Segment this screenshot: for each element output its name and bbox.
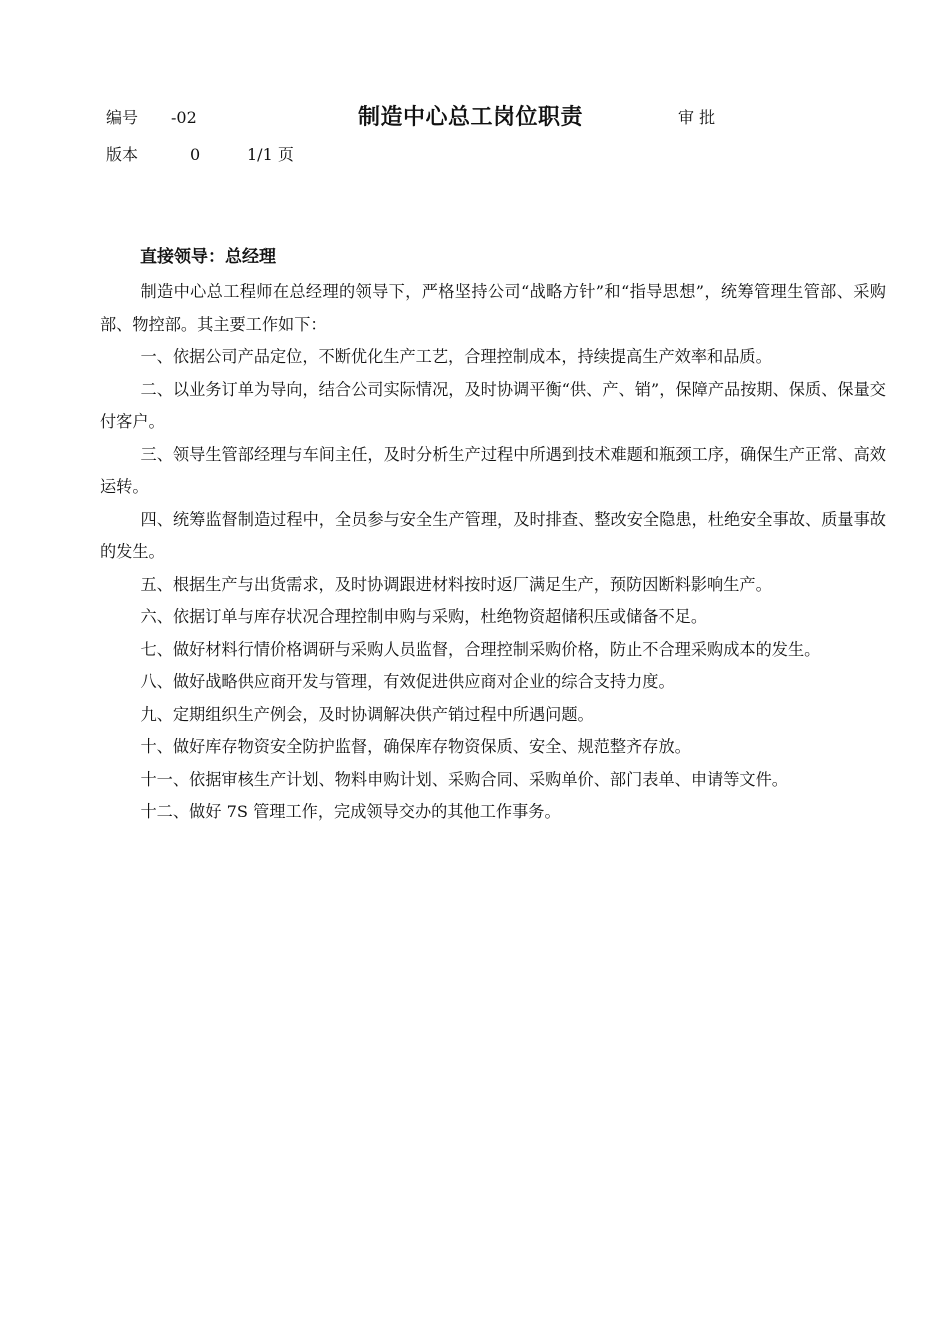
duty-item-1: 一、依据公司产品定位，不断优化生产工艺，合理控制成本，持续提高生产效率和品质。 — [140, 347, 772, 366]
duty-item-8: 八、做好战略供应商开发与管理，有效促进供应商对企业的综合支持力度。 — [140, 672, 675, 691]
approval-label: 审 批 — [678, 108, 716, 127]
version-label: 版本 — [106, 145, 139, 164]
duty-item-4: 四、统筹监督制造过程中，全员参与安全生产管理，及时排查、整改安全隐患，杜绝安全事故、质量事故的发生。 — [100, 509, 886, 561]
duty-item-10: 十、做好库存物资安全防护监督，确保库存物资保质、安全、规范整齐存放。 — [140, 737, 691, 756]
version-value: 0 — [190, 145, 201, 164]
duty-item-5: 五、根据生产与出货需求，及时协调跟进材料按时返厂满足生产，预防因断料影响生产。 — [140, 574, 772, 594]
duty-item-6: 六、依据订单与库存状况合理控制申购与采购，杜绝物资超储积压或储备不足。 — [140, 607, 708, 626]
duty-item-12: 十二、做好 7S 管理工作，完成领导交办的其他工作事务。 — [140, 802, 561, 821]
duty-item-11: 十一、依据审核生产计划、物料申购计划、采购合同、采购单价、部门表单、申请等文件。 — [140, 769, 788, 789]
duty-item-9: 九、定期组织生产例会，及时协调解决供产销过程中所遇问题。 — [140, 704, 594, 724]
intro-paragraph: 制造中心总工程师在总经理的领导下，严格坚持公司“战略方针”和“指导思想”，统筹管理生管部、采购部、物控部。其主要工作如下： — [100, 282, 886, 334]
number-label: 编号 — [106, 108, 139, 127]
page-info: 1/1 页 — [247, 145, 294, 164]
duty-item-7: 七、做好材料行情价格调研与采购人员监督，合理控制采购价格，防止不合理采购成本的发生。 — [140, 639, 821, 659]
duty-item-2: 二、以业务订单为导向，结合公司实际情况，及时协调平衡“供、产、销”，保障产品按期、保质、保量交付客户。 — [100, 379, 886, 431]
document-title: 制造中心总工岗位职责 — [358, 105, 584, 130]
duty-item-3: 三、领导生管部经理与车间主任，及时分析生产过程中所遇到技术难题和瓶颈工序，确保生产正常、高效运转。 — [100, 444, 886, 496]
number-value: -02 — [171, 108, 197, 127]
duties-body — [100, 276, 886, 829]
direct-leader-heading: 直接领导：总经理 — [140, 247, 276, 267]
